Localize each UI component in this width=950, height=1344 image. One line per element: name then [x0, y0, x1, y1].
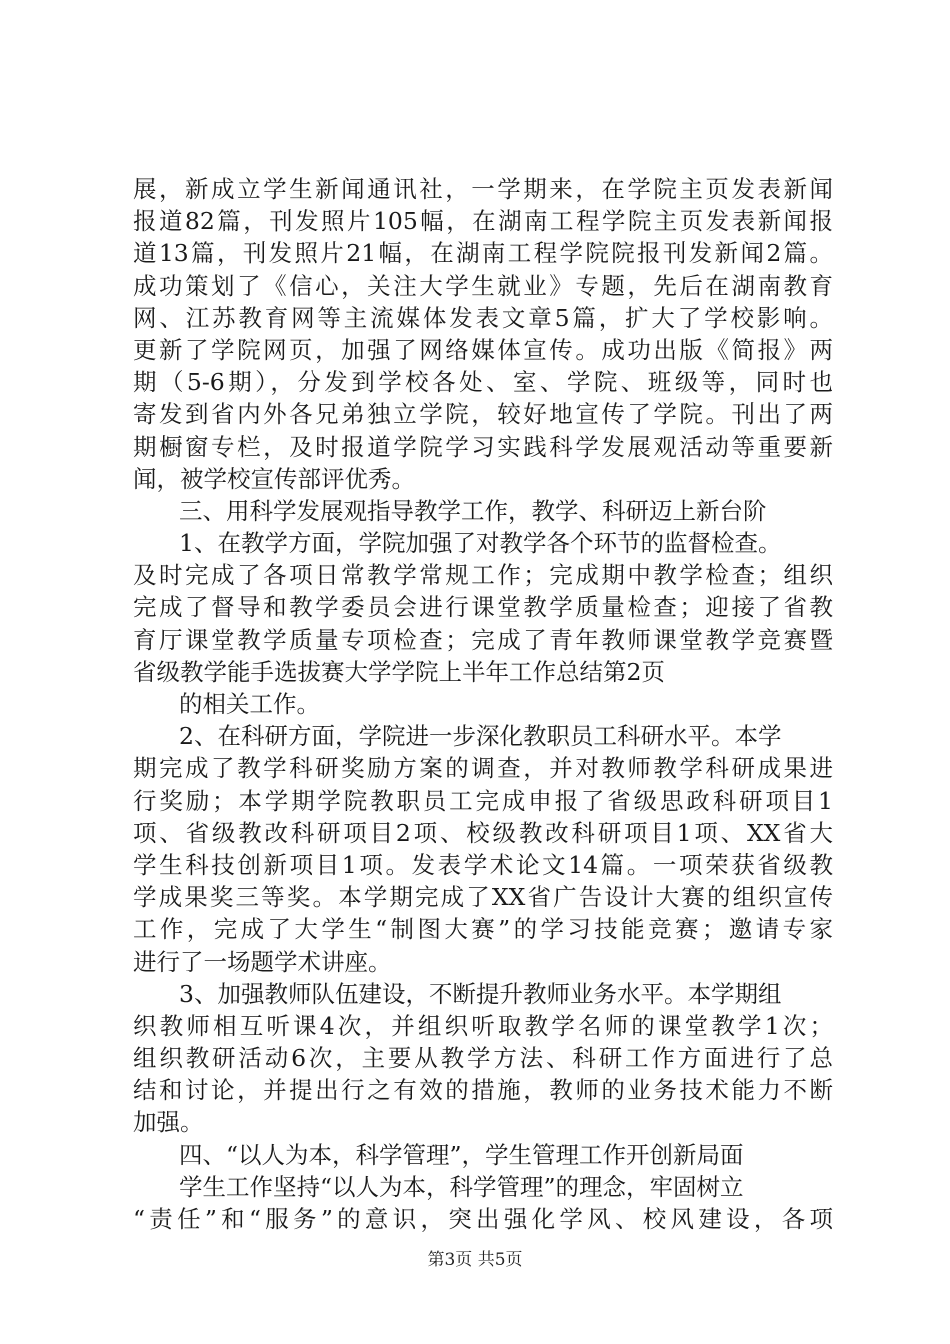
text-line: 织教师相互听课4次，并组织听取教学名师的课堂教学1次；	[133, 1011, 833, 1040]
text-line: 的相关工作。	[179, 690, 320, 718]
page-number-footer: 第3页 共5页	[427, 1250, 523, 1270]
text-line: 期完成了教学科研奖励方案的调查，并对教师教学科研成果进	[133, 754, 833, 783]
text-line: 进行了一场题学术讲座。	[133, 947, 392, 976]
text-line: 闻，被学校宣传部评优秀。	[133, 464, 415, 493]
text-line: 工作，完成了大学生“制图大赛”的学习技能竞赛；邀请专家	[133, 915, 833, 944]
section-heading: 四、“以人为本，科学管理”，学生管理工作开创新局面	[179, 1140, 744, 1169]
text-line: 期橱窗专栏，及时报道学院学习实践科学发展观活动等重要新	[133, 432, 833, 461]
document-body	[133, 173, 833, 1235]
text-line: 育厅课堂教学质量专项检查；完成了青年教师课堂教学竞赛暨	[133, 625, 833, 654]
text-line: 结和讨论，并提出行之有效的措施，教师的业务技术能力不断	[133, 1076, 833, 1105]
text-line: 寄发到省内外各兄弟独立学院，较好地宣传了学院。刊出了两	[133, 400, 833, 429]
text-line: 及时完成了各项日常教学常规工作；完成期中教学检查；组织	[133, 561, 833, 590]
text-line: 更新了学院网页，加强了网络媒体宣传。成功出版《简报》两	[133, 335, 833, 364]
text-line: 成功策划了《信心，关注大学生就业》专题，先后在湖南教育	[133, 271, 833, 300]
text-line: 展，新成立学生新闻通讯社，一学期来，在学院主页发表新闻	[133, 175, 833, 203]
text-line: 学成果奖三等奖。本学期完成了XX省广告设计大赛的组织宣传	[133, 883, 833, 912]
text-line: “责任”和“服务”的意识，突出强化学风、校风建设，各项	[133, 1205, 833, 1233]
section-heading: 三、用科学发展观指导教学工作，教学、科研迈上新台阶	[179, 496, 767, 525]
text-line: 网、江苏教育网等主流媒体发表文章5篇，扩大了学校影响。	[133, 303, 833, 332]
text-line: 学生工作坚持“以人为本，科学管理”的理念，牢固树立	[179, 1172, 744, 1201]
text-line: 组织教研活动6次，主要从教学方法、科研工作方面进行了总	[133, 1044, 833, 1073]
text-line: 项、省级教改科研项目2项、校级教改科研项目1项、XX省大	[133, 818, 833, 847]
text-line: 报道82篇，刊发照片105幅，在湖南工程学院主页发表新闻报	[133, 207, 833, 236]
text-line: 省级教学能手选拔赛大学学院上半年工作总结第2页	[133, 657, 665, 686]
text-line: 2、在科研方面，学院进一步深化教职员工科研水平。本学	[179, 722, 782, 751]
text-line: 期（5-6期），分发到学校各处、室、学院、班级等，同时也	[133, 368, 833, 397]
text-line: 3、加强教师队伍建设，不断提升教师业务水平。本学期组	[179, 979, 782, 1008]
text-line: 1、在教学方面，学院加强了对教学各个环节的监督检查。	[179, 529, 782, 558]
text-line: 完成了督导和教学委员会进行课堂教学质量检查；迎接了省教	[133, 593, 833, 622]
text-line: 道13篇，刊发照片21幅，在湖南工程学院院报刊发新闻2篇。	[133, 239, 833, 268]
text-line: 行奖励；本学期学院教职员工完成申报了省级思政科研项目1	[133, 786, 833, 815]
text-line: 学生科技创新项目1项。发表学术论文14篇。一项荣获省级教	[133, 850, 833, 879]
text-line: 加强。	[133, 1108, 204, 1137]
